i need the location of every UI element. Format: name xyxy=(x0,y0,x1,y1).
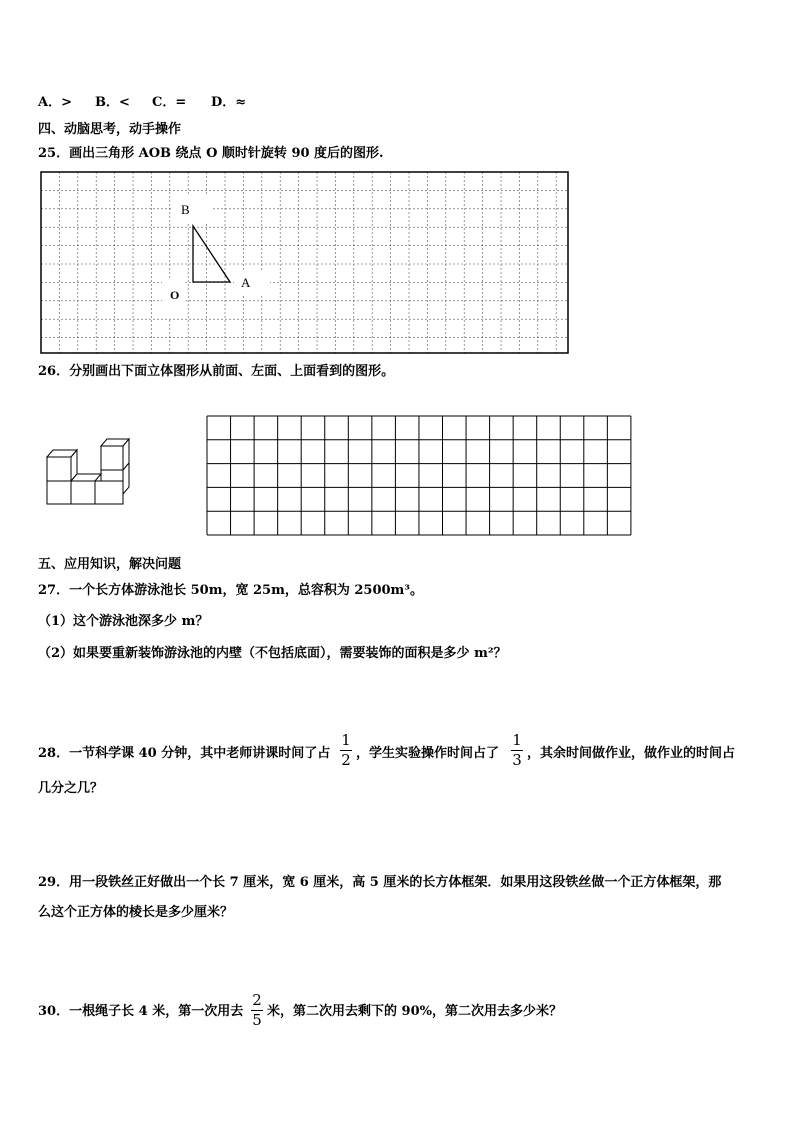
grid-lines xyxy=(41,172,568,353)
question-28-line1 xyxy=(38,733,758,775)
label-b-mask xyxy=(172,196,212,222)
cube-solid xyxy=(44,435,134,507)
option-a: A．> xyxy=(38,95,72,110)
question-25-text: 25．画出三角形 AOB 绕点 O 顺时针旋转 90 度后的图形. xyxy=(38,146,384,161)
label-a-mask xyxy=(234,270,270,294)
question-27-sub1: （1）这个游泳池深多少 m？ xyxy=(38,614,209,629)
question-28-part1: 28．一节科学课 40 分钟，其中老师讲课时间了占 xyxy=(38,746,331,761)
question-27-text: 27．一个长方体游泳池长 50m，宽 25m，总容积为 2500m³。 xyxy=(38,583,423,598)
fraction-denominator: 5 xyxy=(252,1011,262,1029)
grid-border xyxy=(41,172,568,353)
question-28-line2: 几分之几？ xyxy=(38,781,104,796)
fraction-denominator: 3 xyxy=(512,751,522,769)
answer-grid xyxy=(206,415,634,537)
question-30-part2: 米，第二次用去剩下的 90%，第二次用去多少米？ xyxy=(267,1004,562,1019)
section-heading: 五、应用知识，解决问题 xyxy=(38,557,182,572)
question-28-part2: ，学生实验操作时间占了 xyxy=(356,746,500,761)
answer-grid-lines xyxy=(207,416,631,535)
fraction-one-half xyxy=(340,733,352,768)
option-b: B．< xyxy=(95,95,130,110)
point-o-label: O xyxy=(170,288,180,302)
question-30-part1: 30．一根绳子长 4 米，第一次用去 xyxy=(38,1004,244,1019)
question-28-part3: ，其余时间做作业，做作业的时间占 xyxy=(527,746,736,761)
question-29-line1: 29．用一段铁丝正好做出一个长 7 厘米，宽 6 厘米，高 5 厘米的长方体框架．如果用这段铁丝做一个正方体框架，那 xyxy=(38,875,722,890)
fraction-numerator: 1 xyxy=(512,731,522,749)
point-a-label: A xyxy=(241,275,251,290)
option-c: C．= xyxy=(152,95,187,110)
fraction-numerator: 2 xyxy=(252,991,262,1009)
question-27-sub2: （2）如果要重新装饰游泳池的内壁（不包括底面），需要装饰的面积是多少 m²？ xyxy=(38,646,507,661)
rotation-grid xyxy=(40,171,570,355)
fraction-one-third xyxy=(511,733,523,768)
triangle-aob xyxy=(193,226,230,282)
point-b-label: B xyxy=(181,202,190,217)
option-d: D．≈ xyxy=(211,95,247,110)
fraction-denominator: 2 xyxy=(341,751,351,769)
fraction-two-fifths xyxy=(251,993,263,1028)
question-30-line xyxy=(38,993,738,1035)
section-heading: 四、动脑思考，动手操作 xyxy=(38,122,182,137)
fraction-numerator: 1 xyxy=(341,731,351,749)
question-29-line2: 么这个正方体的棱长是多少厘米？ xyxy=(38,905,234,920)
question-26-text: 26．分别画出下面立体图形从前面、左面、上面看到的图形。 xyxy=(38,364,395,379)
